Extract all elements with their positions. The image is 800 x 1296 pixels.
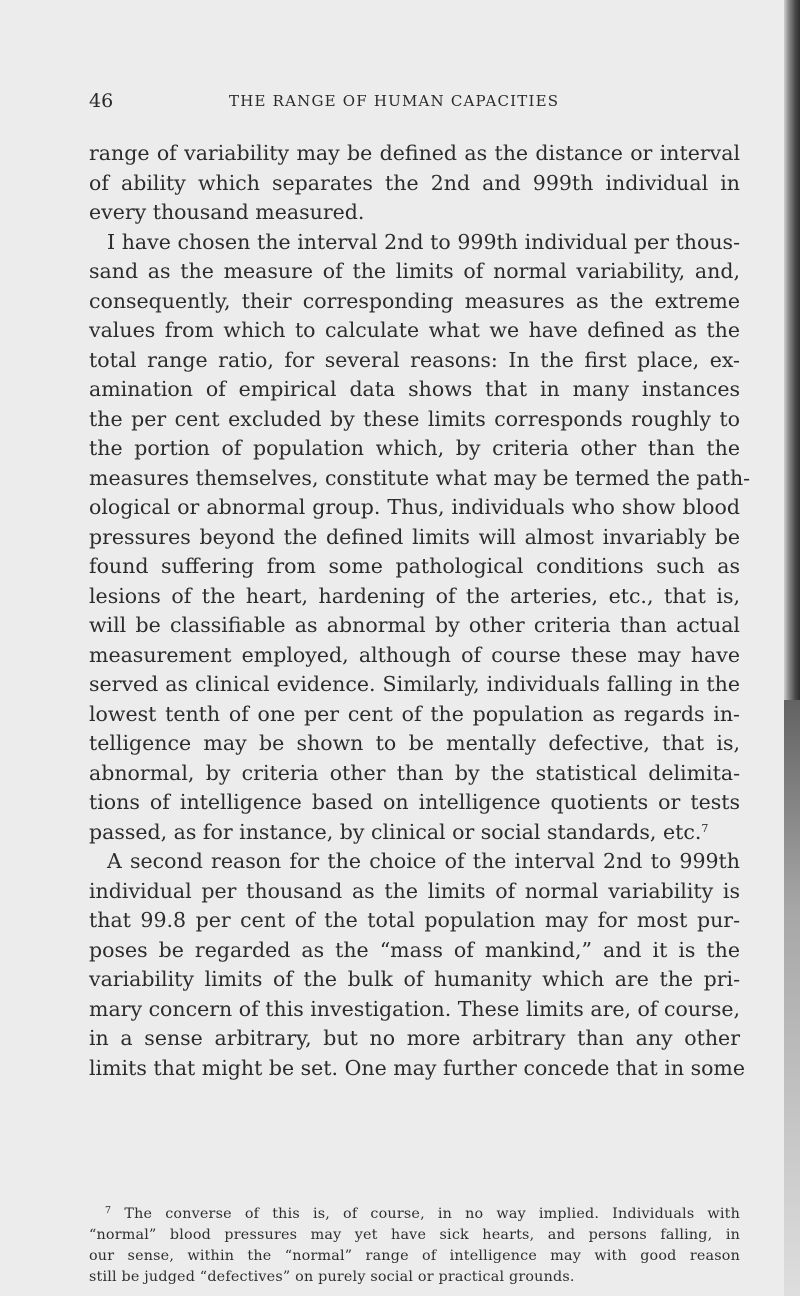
page-header bbox=[89, 86, 740, 116]
text-line-content: passed, as for instance, by clinical or social standards, etc. bbox=[89, 819, 702, 844]
text-line: mary concern of this investigation. These limits are, of course, bbox=[89, 996, 740, 1021]
body-text bbox=[89, 139, 751, 1083]
text-line: measures themselves, constitute what may be termed the path- bbox=[89, 465, 751, 490]
text-line: limits that might be set. One may further concede that in some bbox=[89, 1055, 745, 1080]
text-line-with-footnote-ref bbox=[89, 818, 740, 848]
footnote-line: “normal” blood pressures may yet have sick hearts, and persons falling, in bbox=[89, 1227, 740, 1243]
footnote-line: our sense, within the “normal” range of intelligence may with good reason bbox=[89, 1248, 740, 1264]
text-line: the per cent excluded by these limits corresponds roughly to bbox=[89, 406, 740, 431]
text-line: lowest tenth of one per cent of the population as regards in- bbox=[89, 701, 740, 726]
text-line: consequently, their corresponding measures as the extreme bbox=[89, 288, 740, 313]
running-head: THE RANGE OF HUMAN CAPACITIES bbox=[229, 92, 560, 110]
text-line: telligence may be shown to be mentally defective, that is, bbox=[89, 731, 740, 755]
footnote bbox=[89, 1204, 740, 1288]
text-line: tions of intelligence based on intelligence quotients or tests bbox=[89, 790, 740, 814]
text-line: amination of empirical data shows that in many instances bbox=[89, 377, 740, 401]
text-line: poses be regarded as the “mass of mankind,” and it is the bbox=[89, 937, 740, 962]
text-line: of ability which separates the 2nd and 999th individual in bbox=[89, 170, 740, 195]
text-line: measurement employed, although of course these may have bbox=[89, 642, 740, 667]
text-line: served as clinical evidence. Similarly, individuals falling in the bbox=[89, 672, 740, 696]
text-line: sand as the measure of the limits of normal variability, and, bbox=[89, 259, 740, 283]
text-line: I have chosen the interval 2nd to 999th individual per thous- bbox=[107, 229, 740, 254]
text-line: lesions of the heart, hardening of the arteries, etc., that is, bbox=[89, 583, 740, 608]
footnote-reference[interactable]: 7 bbox=[701, 821, 709, 835]
text-line: abnormal, by criteria other than by the statistical delimita- bbox=[89, 760, 740, 785]
footnote-marker: 7 bbox=[105, 1205, 112, 1216]
text-line: variability limits of the bulk of humanity which are the pri- bbox=[89, 967, 740, 991]
text-line: found suffering from some pathological conditions such as bbox=[89, 554, 740, 578]
text-line: every thousand measured. bbox=[89, 200, 365, 224]
text-line: will be classifiable as abnormal by other criteria than actual bbox=[89, 613, 740, 637]
text-line: the portion of population which, by criteria other than the bbox=[89, 436, 740, 460]
footnote-line-content: The converse of this is, of course, in no way implied. Individuals with bbox=[124, 1206, 740, 1222]
text-line: range of variability may be defined as the distance or interval bbox=[89, 141, 740, 165]
text-line: A second reason for the choice of the interval 2nd to 999th bbox=[107, 849, 740, 873]
text-line: total range ratio, for several reasons: In the first place, ex- bbox=[89, 347, 740, 372]
page-number: 46 bbox=[89, 90, 114, 112]
footnote-line: still be judged “defectives” on purely social or practical grounds. bbox=[89, 1269, 575, 1285]
text-line: values from which to calculate what we have defined as the bbox=[89, 318, 740, 342]
text-line: that 99.8 per cent of the total population may for most pur- bbox=[89, 908, 740, 932]
page-binding-edge-fade bbox=[784, 700, 800, 1296]
text-line: pressures beyond the defined limits will almost invariably be bbox=[89, 524, 740, 549]
text-line: ological or abnormal group. Thus, individuals who show blood bbox=[89, 495, 740, 519]
text-line: in a sense arbitrary, but no more arbitrary than any other bbox=[89, 1026, 740, 1050]
page-binding-edge bbox=[784, 0, 800, 700]
text-line: individual per thousand as the limits of normal variability is bbox=[89, 878, 740, 903]
footnote-line bbox=[89, 1204, 740, 1225]
